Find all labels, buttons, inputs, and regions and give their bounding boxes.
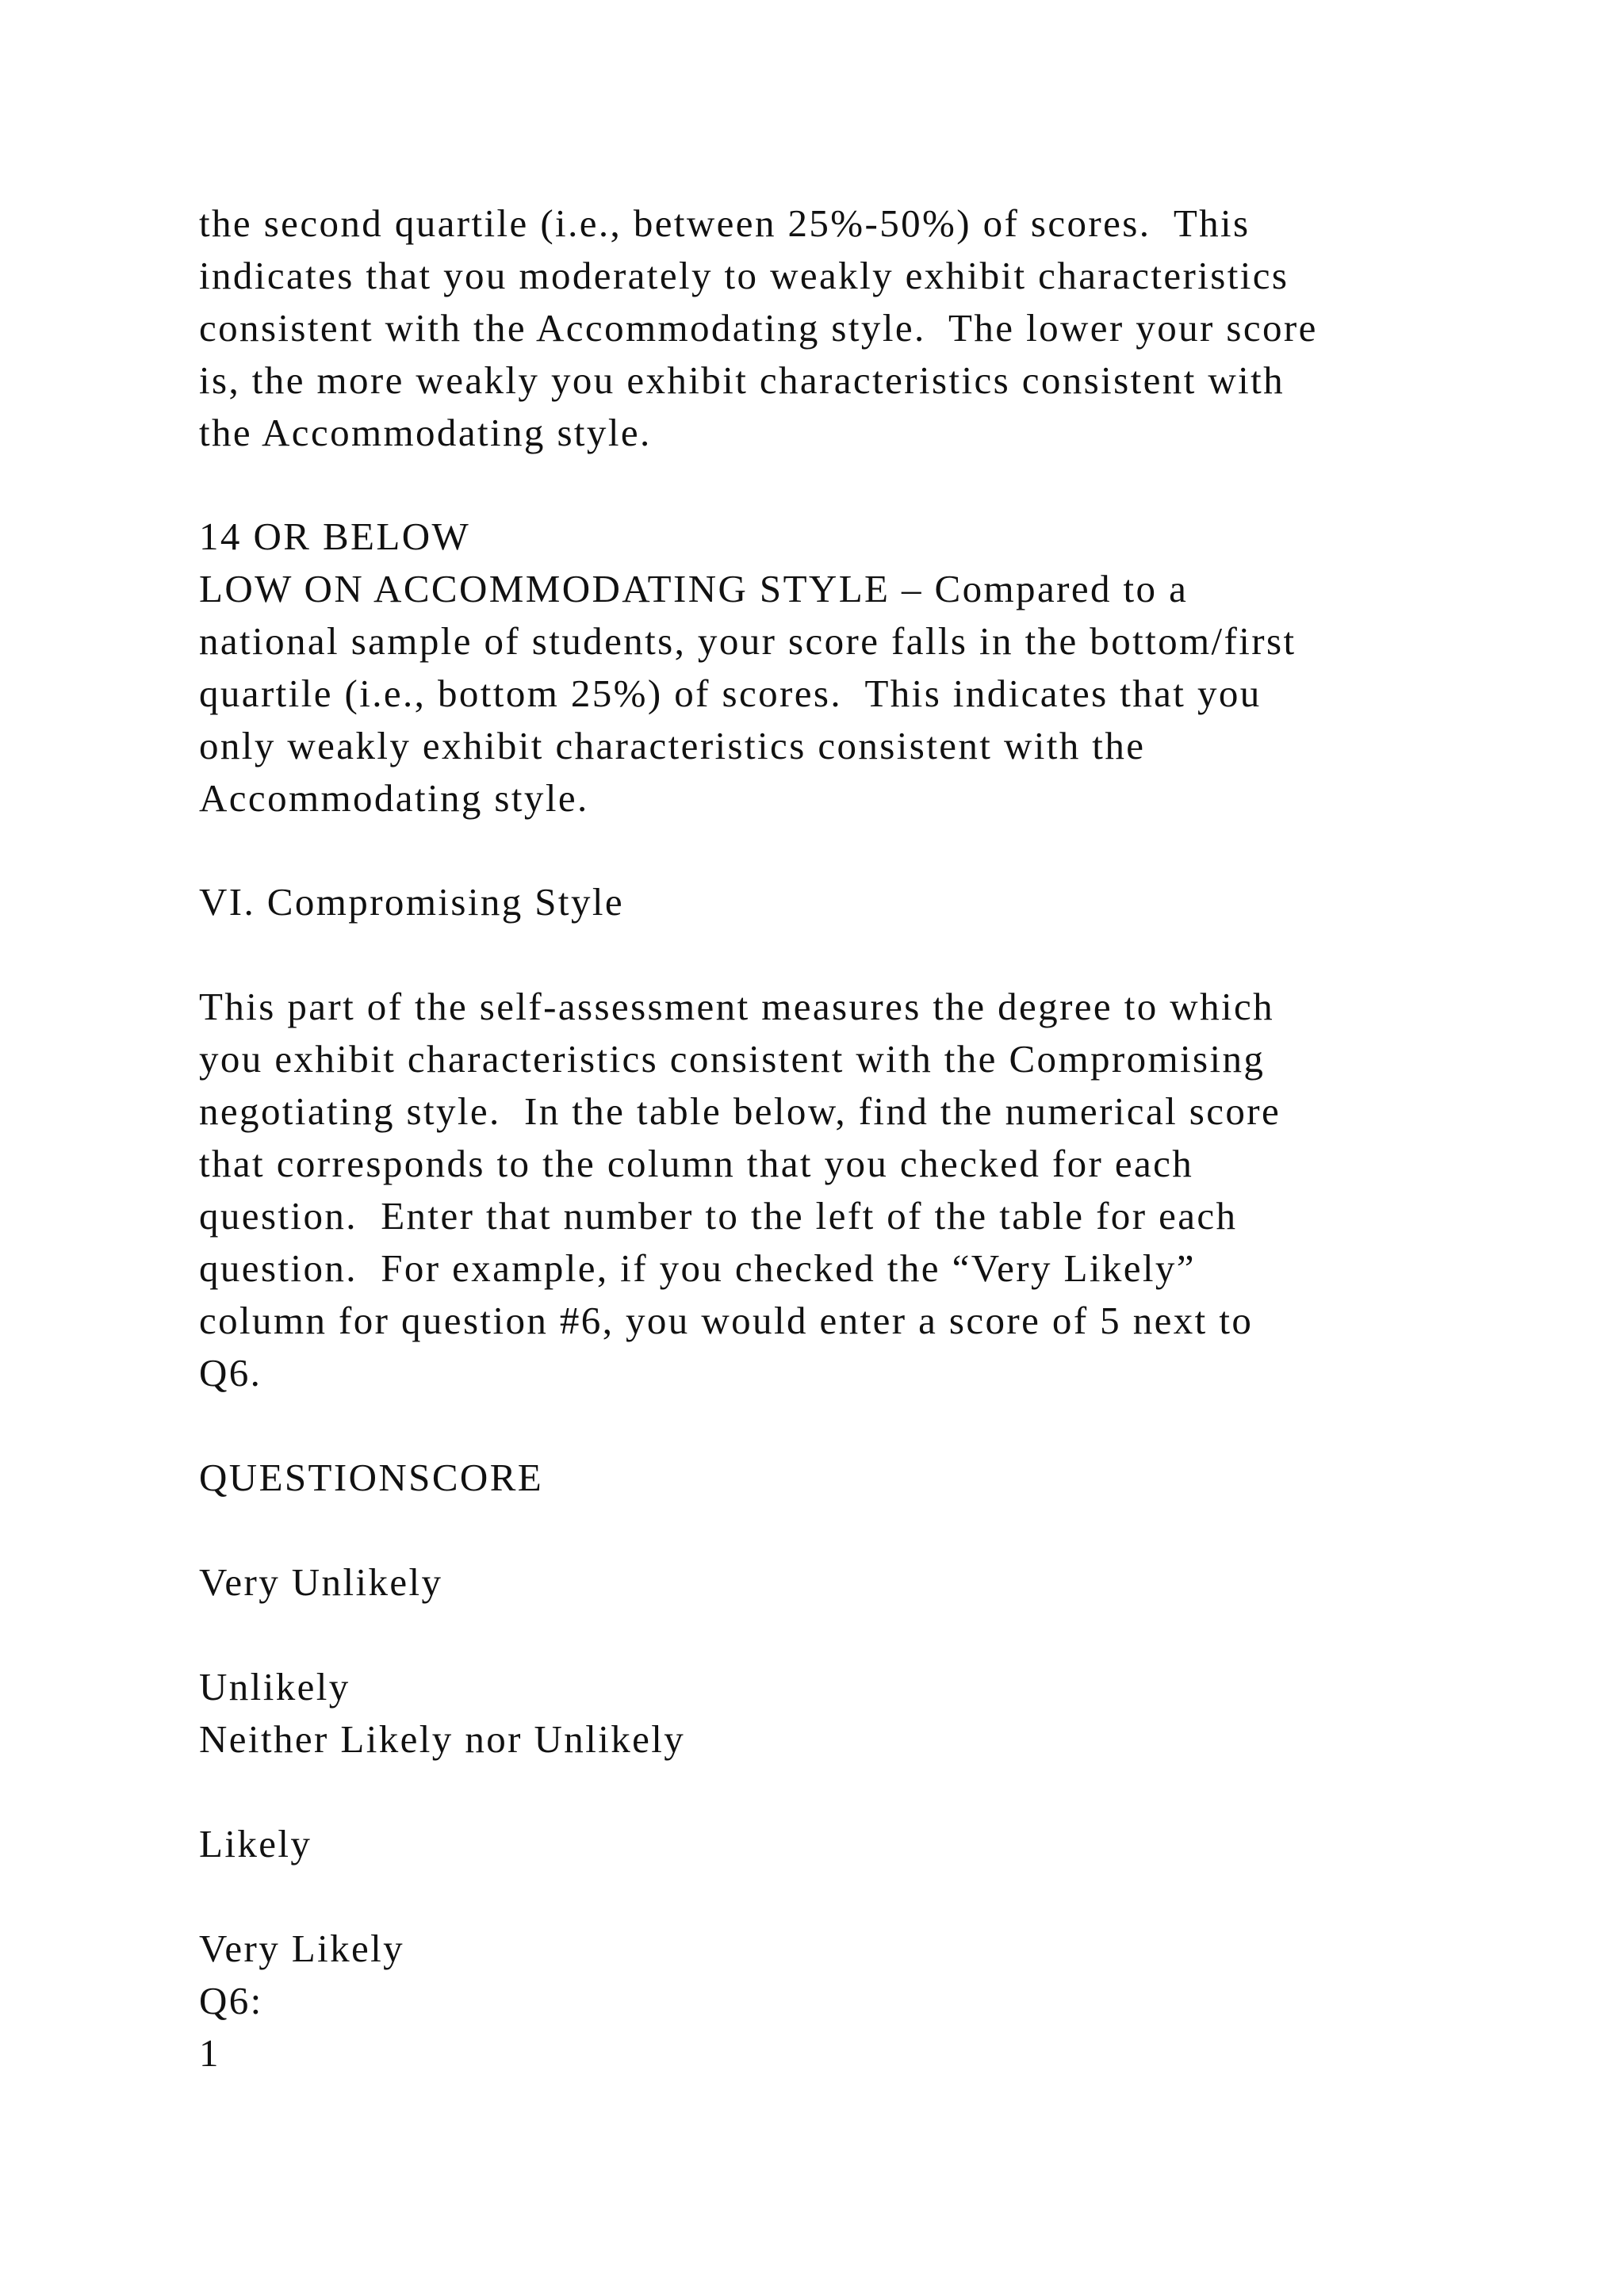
table-header: QUESTIONSCORE [199,1456,544,1499]
table-row-label: Q6: [199,1979,263,2022]
section-heading: 14 OR BELOW [199,515,471,558]
table-column-label: Likely [199,1822,312,1866]
table-column-label: Very Unlikely [199,1560,443,1604]
text-line: the Accommodating style. [199,411,652,454]
text-line: that corresponds to the column that you checked for each [199,1142,1194,1185]
table-column-label: Very Likely [199,1927,405,1970]
text-line: consistent with the Accommodating style. The lower your score [199,306,1318,350]
text-line: negotiating style. In the table below, find the numerical score [199,1089,1281,1133]
text-line: question. Enter that number to the left of the table for each [199,1194,1238,1238]
table-column-label: Unlikely [199,1665,350,1709]
text-line: LOW ON ACCOMMODATING STYLE – Compared to a [199,567,1189,610]
text-line: indicates that you moderately to weakly exhibit characteristics [199,254,1289,297]
text-line: Accommodating style. [199,776,589,820]
text-line: question. For example, if you checked the “Very Likely” [199,1246,1196,1290]
table-column-label: Neither Likely nor Unlikely [199,1717,686,1761]
text-line: is, the more weakly you exhibit characteristics consistent with [199,358,1285,402]
text-line: Q6. [199,1351,262,1395]
text-line: column for question #6, you would enter a score of 5 next to [199,1299,1254,1342]
text-line: the second quartile (i.e., between 25%-50%) of scores. This [199,201,1251,245]
table-cell-value: 1 [199,2031,220,2075]
text-line: national sample of students, your score falls in the bottom/first [199,619,1297,663]
text-line: you exhibit characteristics consistent with the Compromising [199,1037,1266,1081]
text-line: This part of the self-assessment measures the degree to which [199,985,1275,1028]
text-line: quartile (i.e., bottom 25%) of scores. This indicates that you [199,672,1262,715]
section-heading: VI. Compromising Style [199,880,625,924]
text-line: only weakly exhibit characteristics consistent with the [199,724,1146,767]
